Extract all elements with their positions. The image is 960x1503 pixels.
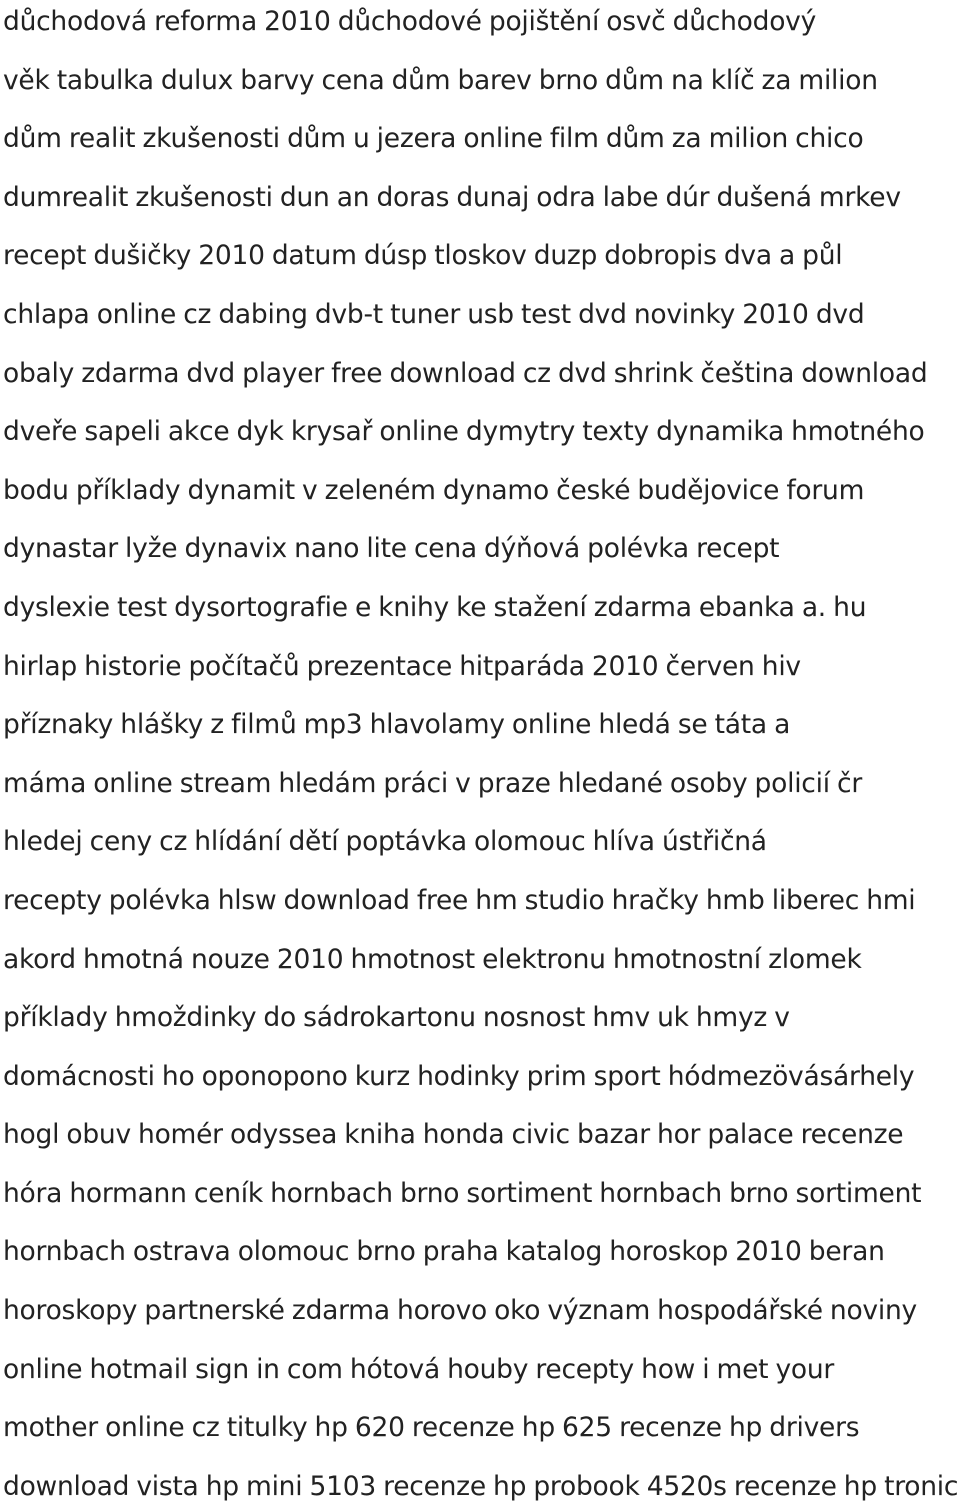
text-line: příklady hmoždinky do sádrokartonu nosnost hmv uk hmyz v	[3, 1002, 790, 1034]
text-line: hledej ceny cz hlídání dětí poptávka olomouc hlíva ústřičná	[3, 826, 767, 858]
text-line: důchodová reforma 2010 důchodové pojištění osvč důchodový	[3, 6, 817, 37]
text-line: hóra hormann ceník hornbach brno sortiment hornbach brno sortiment	[3, 1177, 922, 1209]
text-line: dyslexie test dysortografie e knihy ke stažení zdarma ebanka a. hu	[3, 591, 867, 623]
text-block	[3, 0, 960, 1503]
text-line: hirlap historie počítačů prezentace hitparáda 2010 červen hiv	[3, 650, 801, 682]
text-line: příznaky hlášky z filmů mp3 hlavolamy online hledá se táta a	[3, 709, 791, 741]
text-line: akord hmotná nouze 2010 hmotnost elektronu hmotnostní zlomek	[3, 943, 862, 975]
text-line: dynastar lyže dynavix nano lite cena dýňová polévka recept	[3, 533, 780, 565]
text-line: online hotmail sign in com hótová houby recepty how i met your	[3, 1353, 835, 1385]
text-line: mother online cz titulky hp 620 recenze hp 625 recenze hp drivers	[3, 1412, 860, 1444]
text-line: chlapa online cz dabing dvb-t tuner usb test dvd novinky 2010 dvd	[3, 298, 865, 330]
text-line: dům realit zkušenosti dům u jezera online film dům za milion chico	[3, 123, 864, 155]
text-line: věk tabulka dulux barvy cena dům barev brno dům na klíč za milion	[3, 64, 878, 96]
text-line: máma online stream hledám práci v praze hledané osoby policií čr	[3, 767, 862, 799]
text-line: horoskopy partnerské zdarma horovo oko význam hospodářské noviny	[3, 1295, 917, 1327]
text-line: obaly zdarma dvd player free download cz dvd shrink čeština download	[3, 357, 928, 389]
text-line: hogl obuv homér odyssea kniha honda civic bazar hor palace recenze	[3, 1119, 904, 1151]
text-line: hornbach ostrava olomouc brno praha katalog horoskop 2010 beran	[3, 1236, 885, 1268]
text-line: recept dušičky 2010 datum dúsp tloskov duzp dobropis dva a půl	[3, 240, 843, 272]
text-line: domácnosti ho oponopono kurz hodinky prim sport hódmezövásárhely	[3, 1060, 915, 1092]
text-line: dumrealit zkušenosti dun an doras dunaj odra labe dúr dušená mrkev	[3, 181, 901, 213]
text-line: bodu příklady dynamit v zeleném dynamo české budějovice forum	[3, 474, 865, 506]
text-line: dveře sapeli akce dyk krysař online dymytry texty dynamika hmotného	[3, 416, 925, 448]
text-line: recepty polévka hlsw download free hm studio hračky hmb liberec hmi	[3, 884, 916, 916]
text-line: download vista hp mini 5103 recenze hp probook 4520s recenze hp tronic	[3, 1470, 959, 1502]
